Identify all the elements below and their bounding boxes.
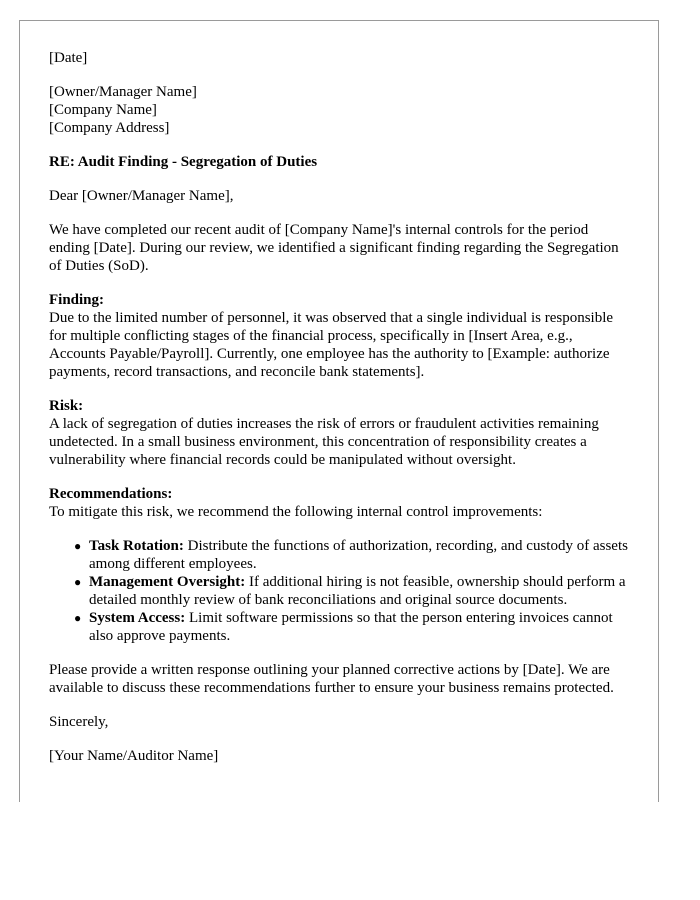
- recommendations-intro: To mitigate this risk, we recommend the following internal control improvements:: [49, 504, 543, 520]
- list-item: [74, 573, 629, 609]
- rec-text: If additional hiring is not feasible, ownership should perform a detailed monthly review of bank reconciliations and original source documents.: [89, 574, 626, 608]
- finding-section: [49, 291, 629, 381]
- closing: Sincerely,: [49, 714, 109, 730]
- list-item: [74, 537, 629, 573]
- risk-heading: Risk:: [49, 398, 84, 414]
- bullet-icon: ●: [74, 575, 82, 589]
- salutation: Dear [Owner/Manager Name],: [49, 188, 234, 204]
- bullet-icon: ●: [74, 611, 82, 625]
- bullet-icon: ●: [74, 539, 82, 553]
- finding-heading: Finding:: [49, 292, 105, 308]
- recipient-company: [Company Name]: [49, 102, 157, 118]
- recipient-block: [49, 83, 629, 137]
- rec-text: Limit software permissions so that the person entering invoices cannot also approve payments.: [89, 610, 613, 644]
- recommendations-heading: Recommendations:: [49, 486, 173, 502]
- letter-date: [Date]: [49, 50, 88, 66]
- finding-text: Due to the limited number of personnel, it was observed that a single individual is responsible for multiple conflicting stages of the financial process, specifically in [Insert Area, e.g., Accounts Payable/Payroll]. Currently, one employee has the authority to [Example: authorize payments, record transactions, and reconcile bank statements].: [49, 310, 614, 380]
- rec-text: Distribute the functions of authorization, recording, and custody of assets among different employees.: [89, 538, 628, 572]
- rec-title: Task Rotation:: [89, 538, 184, 554]
- rec-title: Management Oversight:: [89, 574, 246, 590]
- letter-subject: RE: Audit Finding - Segregation of Duties: [49, 154, 318, 170]
- signature: [Your Name/Auditor Name]: [49, 748, 219, 764]
- risk-section: [49, 397, 629, 469]
- closing-paragraph: Please provide a written response outlining your planned corrective actions by [Date]. We are available to discuss these recommendations further to ensure your business remains protected.: [49, 662, 614, 696]
- rec-title: System Access:: [89, 610, 186, 626]
- letter-page: [19, 20, 659, 802]
- recommendations-section: [49, 485, 629, 645]
- list-item: [74, 609, 629, 645]
- recommendations-list: [49, 537, 629, 645]
- risk-text: A lack of segregation of duties increases the risk of errors or fraudulent activities remaining undetected. In a small business environment, this concentration of responsibility creates a vulnerability where financial records could be manipulated without oversight.: [49, 416, 599, 468]
- intro-paragraph: We have completed our recent audit of [Company Name]'s internal controls for the period ending [Date]. During our review, we identified a significant finding regarding the Segregation of Duties (SoD).: [49, 222, 619, 274]
- recipient-name: [Owner/Manager Name]: [49, 84, 197, 100]
- recipient-address: [Company Address]: [49, 120, 170, 136]
